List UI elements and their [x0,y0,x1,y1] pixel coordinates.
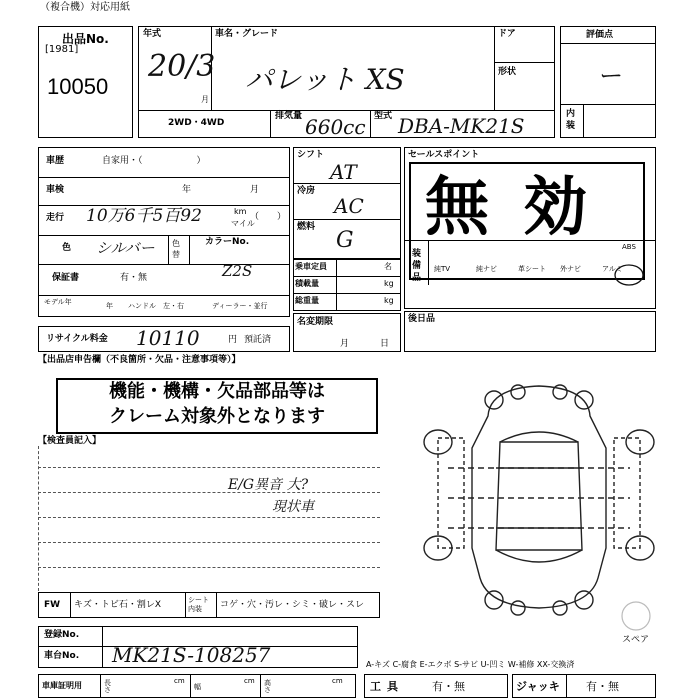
color-label: 色 [62,243,72,253]
abs-label: ABS [622,243,636,251]
aircon-label: 冷房 [297,186,316,196]
fuel-value: G [336,228,354,253]
recycle-unit: 円 [228,335,238,345]
warranty-label: 保証書 [52,273,80,283]
equipment-item: 純ナビ [476,265,497,273]
mileage-mile: マイル [231,219,255,228]
name-label: 車名・グレード [215,29,279,39]
lot-label: 出品No. [62,32,109,46]
model-year-label: モデル年 [44,298,72,306]
fw-label: FW [44,600,61,610]
circle-mark-icon [612,262,646,288]
equipment-list [434,266,640,273]
notice-line1: 機能・機構・欠品部品等は [109,381,325,402]
color-code-value: Z2S [222,262,253,280]
form-caption: （複合機）対応用紙 [40,2,130,13]
aftermarket-label: 後日品 [408,314,436,324]
notice-line2: クレーム対象外となります [109,406,325,427]
recycle-value: 10110 [136,326,200,350]
capacity-unit: 名 [384,262,392,271]
invalid-stamp: 無 効 [425,171,594,245]
name-value: パレット XS [245,63,405,96]
lot-number: 10050 [47,74,109,99]
door-label: ドア [498,29,516,39]
mileage-paren: （ ） [250,212,287,222]
fuel-label: 燃料 [297,222,316,232]
history-value: 自家用・（ ） [102,156,206,166]
equipment-item: 純TV [434,265,451,273]
drive-label: 2WD・4WD [168,118,225,128]
certificate-label: 車庫証明用 [42,681,82,690]
mileage-km: km [234,207,247,216]
certificate-height: 高さ [264,679,271,694]
load-label: 積載量 [295,279,319,288]
dealer-label: ディーラー・並行 [212,302,268,310]
equipment-label: 装備品 [412,249,422,283]
interior-label: 内装 [566,109,576,131]
rating-label: 評価点 [586,30,614,40]
seat-value: コゲ・穴・汚レ・シミ・破レ・スレ [220,600,365,610]
jack-value: 有・無 [586,680,619,693]
recycle-label: リサイクル料金 [46,334,108,344]
handle-label: ハンドル 左・右 [128,302,184,310]
equipment-item: 外ナビ [560,265,581,273]
model-label: 型式 [374,111,393,121]
gross-label: 総重量 [295,296,319,305]
seat-label: シート内装 [188,596,209,613]
inspection-month: 月 [250,185,260,195]
color-value: シルバー [96,239,155,257]
inspector-label: 【検査員記入】 [38,436,102,446]
color-change-label: 色替 [172,239,180,259]
month-suffix: 月 [201,95,209,104]
mileage-value: 10万6千5百92 [86,206,202,226]
warranty-value: 有・無 [120,273,148,283]
tools-value: 有・無 [432,680,465,693]
gross-unit: kg [384,296,394,305]
sales-label: セールスポイント [408,150,480,160]
rating-value: ー [597,62,621,90]
notes-label: 【出品店申告欄（不良箇所・欠品・注意事項等）】 [38,355,241,365]
certificate-cm-2: cm [244,677,255,685]
certificate-width: 幅 [194,683,201,691]
aftermarket-box [404,311,656,352]
registration-label: 登録No. [44,630,80,640]
recycle-note: 預託済 [244,335,272,345]
displacement-value: 660cc [305,115,366,139]
displacement-label: 排気量 [275,111,303,121]
fw-value: キズ・トビ石・割レX [74,600,161,610]
shift-value: AT [330,160,357,184]
rename-month: 月 [340,339,350,349]
info-box [38,147,290,317]
load-unit: kg [384,279,394,288]
tools-label: 工具 [370,680,404,693]
inspection-year: 年 [182,185,192,195]
certificate-length: 長さ [104,679,111,694]
chassis-value: MK21S-108257 [112,643,271,667]
mileage-label: 走行 [46,213,65,223]
inspector-line1: E/G異音 大? [228,477,309,493]
year-value: 20/3 [148,49,216,84]
shape-label: 形状 [498,67,517,77]
chassis-label: 車台No. [44,651,80,661]
spare-label: スペア [622,635,650,645]
legend-text: A-キズ C-腐食 E-エクボ S-サビ U-凹ミ W-補修 XX-交換済 [366,660,575,669]
inspector-line2: 現状車 [272,499,314,515]
model-year-year: 年 [106,302,113,310]
lot-code: [1981] [45,44,79,55]
aircon-value: AC [334,194,364,218]
shift-label: シフト [297,150,325,160]
rename-day: 日 [380,339,390,349]
equipment-item: アルミ [602,265,623,273]
model-value: DBA-MK21S [398,114,525,138]
inspection-label: 車検 [46,185,65,195]
rename-label: 名変期限 [297,317,334,327]
equipment-item: 革シート [518,265,546,273]
capacity-label: 乗車定員 [295,262,327,271]
certificate-cm-1: cm [174,677,185,685]
car-diagram [418,378,660,618]
year-label: 年式 [143,29,162,39]
color-code-label: カラーNo. [205,237,250,247]
certificate-cm-3: cm [332,677,343,685]
jack-label: ジャッキ [516,680,560,693]
spare-tire-icon [620,600,652,632]
history-label: 車歴 [46,156,65,166]
